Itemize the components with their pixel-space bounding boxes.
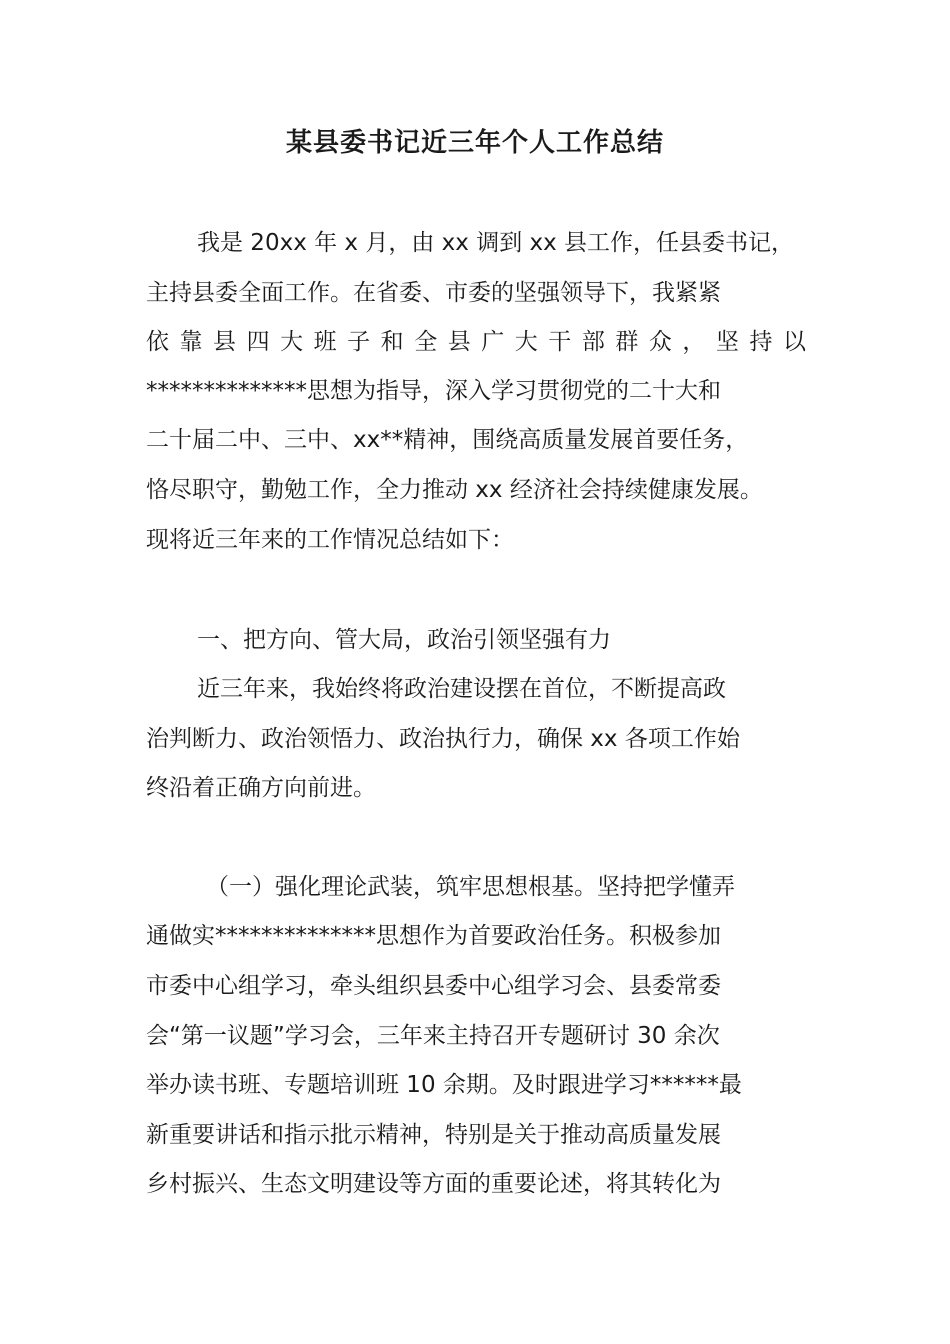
section-heading: 一、把方向、管大局，政治引领坚强有力 [197,627,611,653]
subsection-line-5: 举办读书班、专题培训班 10 余期。及时跟进学习******最 [146,1072,742,1098]
subsection-line-7: 乡村振兴、生态文明建设等方面的重要论述，将其转化为 [146,1171,721,1197]
subsection-line-3: 市委中心组学习，牵头组织县委中心组学习会、县委常委 [146,973,721,999]
subsection-line-6: 新重要讲话和指示批示精神，特别是关于推动高质量发展 [146,1122,721,1148]
intro-line-4: **************思想为指导，深入学习贯彻党的二十大和 [146,378,721,404]
section-body-line-2: 治判断力、政治领悟力、政治执行力，确保 xx 各项工作始 [146,726,740,752]
section-body-line-1: 近三年来，我始终将政治建设摆在首位，不断提高政 [197,676,726,702]
intro-line-2: 主持县委全面工作。在省委、市委的坚强领导下，我紧紧 [146,280,721,306]
subsection-line-2: 通做实**************思想作为首要政治任务。积极参加 [146,923,721,949]
intro-line-5: 二十届二中、三中、xx**精神，围绕高质量发展首要任务， [146,427,749,453]
intro-line-6: 恪尽职守，勤勉工作，全力推动 xx 经济社会持续健康发展。 [146,477,763,503]
intro-line-1: 我是 20xx 年 x 月，由 xx 调到 xx 县工作，任县委书记， [197,230,795,256]
subsection-line-4: 会“第一议题”学习会，三年来主持召开专题研讨 30 余次 [146,1023,720,1049]
subsection-line-1: （一）强化理论武装，筑牢思想根基。坚持把学懂弄 [206,874,735,900]
intro-line-7: 现将近三年来的工作情况总结如下： [146,527,514,553]
intro-line-3: 依 靠 县 四 大 班 子 和 全 县 广 大 干 部 群 众 ， 坚 持 以 [146,329,806,355]
document-title: 某县委书记近三年个人工作总结 [285,128,664,158]
section-body-line-3: 终沿着正确方向前进。 [146,775,376,801]
